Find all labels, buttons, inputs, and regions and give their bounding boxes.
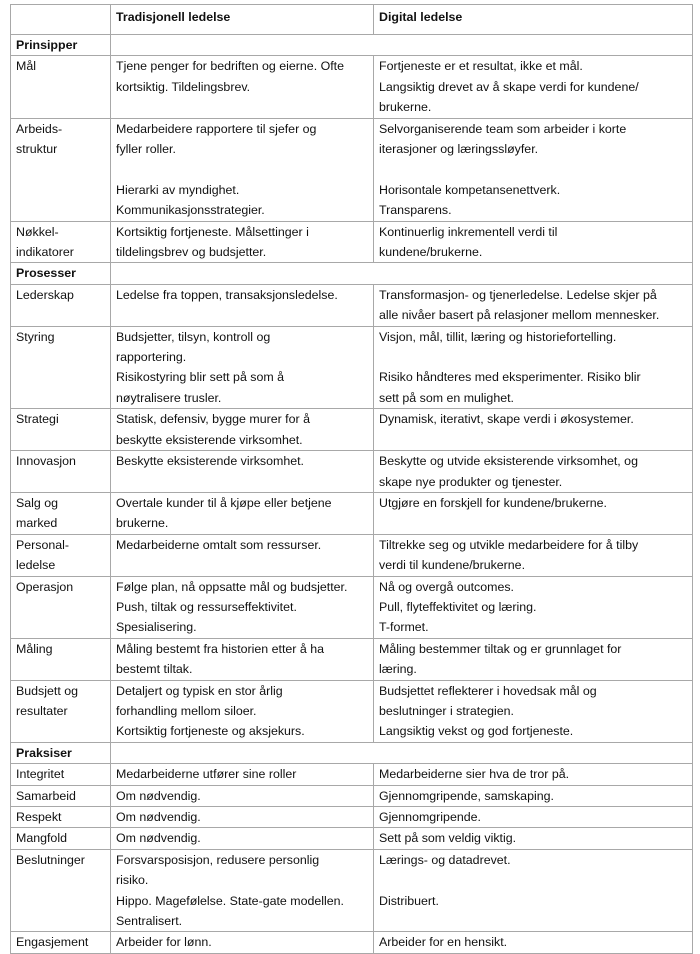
section-empty-cell — [111, 35, 693, 56]
table-row — [11, 932, 693, 953]
section-row — [11, 263, 693, 284]
section-row — [11, 35, 693, 56]
cell-line: Måling bestemmer tiltak og er grunnlaget for — [379, 641, 622, 656]
traditional-cell — [111, 118, 374, 221]
table-body — [11, 35, 693, 954]
cell-line: Nå og overgå outcomes. — [379, 579, 514, 594]
table-row — [11, 764, 693, 785]
table-row — [11, 284, 693, 326]
cell-line: rapportering. — [116, 350, 187, 365]
cell-line: Salg og — [16, 495, 59, 510]
row-label — [11, 56, 111, 118]
cell-line: Distribuert. — [379, 893, 439, 908]
cell-line: Spesialisering. — [116, 620, 197, 635]
cell-line: Medarbeiderne omtalt som ressurser. — [116, 537, 322, 552]
cell-line: Kortsiktig fortjeneste. Målsettinger i — [116, 224, 309, 239]
header-blank-cell — [11, 5, 111, 35]
cell-line: risiko. — [116, 873, 149, 888]
cell-line: beskytte eksisterende virksomhet. — [116, 432, 303, 447]
cell-line — [379, 347, 687, 367]
cell-line: beslutninger i strategien. — [379, 703, 515, 718]
cell-line: Om nødvendig. — [116, 831, 201, 846]
cell-line: skape nye produkter og tjenester. — [379, 474, 563, 489]
cell-line: Risiko håndteres med eksperimenter. Risiko blir — [379, 370, 641, 385]
cell-line: nøytralisere trusler. — [116, 390, 222, 405]
cell-line: Statisk, defensiv, bygge murer for å — [116, 412, 310, 427]
digital-cell — [374, 785, 693, 806]
cell-line: Beskytte eksisterende virksomhet. — [116, 454, 305, 469]
cell-line: Medarbeidere rapportere til sjefer og — [116, 121, 317, 136]
header-digital: Digital ledelse — [374, 5, 693, 35]
row-label — [11, 785, 111, 806]
digital-cell — [374, 451, 693, 493]
cell-line: kundene/brukerne. — [379, 245, 483, 260]
cell-line: Push, tiltak og ressurseffektivitet. — [116, 599, 297, 614]
table-row — [11, 56, 693, 118]
section-title: Prosesser — [11, 263, 111, 284]
traditional-cell — [111, 326, 374, 409]
table-row — [11, 807, 693, 828]
cell-line: alle nivåer basert på relasjoner mellom mennesker. — [379, 308, 660, 323]
cell-line: Måling bestemt fra historien etter å ha — [116, 641, 324, 656]
cell-line: Lærings- og datadrevet. — [379, 852, 511, 867]
cell-line: Pull, flyteffektivitet og læring. — [379, 599, 537, 614]
cell-line: verdi til kundene/brukerne. — [379, 558, 526, 573]
traditional-cell — [111, 221, 374, 263]
digital-cell — [374, 409, 693, 451]
cell-line: Visjon, mål, tillit, læring og historiefortelling. — [379, 329, 617, 344]
row-label — [11, 849, 111, 932]
row-label — [11, 118, 111, 221]
row-label — [11, 828, 111, 849]
row-label — [11, 221, 111, 263]
cell-line: Overtale kunder til å kjøpe eller betjene — [116, 495, 332, 510]
cell-line: Tjene penger for bedriften og eierne. Ofte — [116, 59, 344, 74]
cell-line: Følge plan, nå oppsatte mål og budsjetter. — [116, 579, 348, 594]
digital-cell — [374, 284, 693, 326]
cell-line: Mangfold — [16, 831, 67, 846]
cell-line: Lederskap — [16, 287, 74, 302]
cell-line: forhandling mellom siloer. — [116, 703, 257, 718]
cell-line: Transformasjon- og tjenerledelse. Ledelse skjer på — [379, 287, 657, 302]
cell-line: Om nødvendig. — [116, 788, 201, 803]
section-empty-cell — [111, 263, 693, 284]
cell-line: Engasjement — [16, 935, 89, 950]
cell-line: tildelingsbrev og budsjetter. — [116, 245, 267, 260]
table-row — [11, 680, 693, 742]
section-empty-cell — [111, 742, 693, 763]
traditional-cell — [111, 932, 374, 953]
digital-cell — [374, 807, 693, 828]
cell-line: Mål — [16, 59, 36, 74]
row-label — [11, 409, 111, 451]
cell-line: Operasjon — [16, 579, 74, 594]
cell-line: Sett på som veldig viktig. — [379, 831, 517, 846]
cell-line: Langsiktig vekst og god fortjeneste. — [379, 724, 574, 739]
digital-cell — [374, 849, 693, 932]
cell-line: Kortsiktig fortjeneste og aksjekurs. — [116, 724, 305, 739]
row-label — [11, 492, 111, 534]
cell-line: Arbeids- — [16, 121, 63, 136]
cell-line: sett på som en mulighet. — [379, 390, 514, 405]
cell-line: Medarbeiderne sier hva de tror på. — [379, 767, 570, 782]
cell-line: Respekt — [16, 810, 62, 825]
traditional-cell — [111, 576, 374, 638]
cell-line: Dynamisk, iterativt, skape verdi i økosystemer. — [379, 412, 634, 427]
digital-cell — [374, 764, 693, 785]
digital-cell — [374, 828, 693, 849]
cell-line: Styring — [16, 329, 55, 344]
traditional-cell — [111, 534, 374, 576]
cell-line: bestemt tiltak. — [116, 662, 193, 677]
cell-line: Arbeider for en hensikt. — [379, 935, 508, 950]
cell-line: Beskytte og utvide eksisterende virksomhet, og — [379, 454, 638, 469]
section-title: Prinsipper — [11, 35, 111, 56]
traditional-cell — [111, 638, 374, 680]
cell-line: Samarbeid — [16, 788, 76, 803]
header-row — [11, 5, 693, 35]
digital-cell — [374, 680, 693, 742]
cell-line: Integritet — [16, 767, 65, 782]
digital-cell — [374, 638, 693, 680]
row-label — [11, 807, 111, 828]
cell-line: ledelse — [16, 558, 56, 573]
table-row — [11, 849, 693, 932]
cell-line: Beslutninger — [16, 852, 85, 867]
cell-line: marked — [16, 516, 58, 531]
digital-cell — [374, 326, 693, 409]
digital-cell — [374, 221, 693, 263]
cell-line: kortsiktig. Tildelingsbrev. — [116, 79, 251, 94]
table-row — [11, 638, 693, 680]
table-row — [11, 785, 693, 806]
table-row — [11, 534, 693, 576]
cell-line: Budsjetter, tilsyn, kontroll og — [116, 329, 271, 344]
cell-line: brukerne. — [379, 100, 432, 115]
digital-cell — [374, 56, 693, 118]
cell-line: Sentralisert. — [116, 914, 183, 929]
cell-line: Gjennomgripende, samskaping. — [379, 788, 554, 803]
row-label — [11, 451, 111, 493]
cell-line: Strategi — [16, 412, 59, 427]
traditional-cell — [111, 764, 374, 785]
cell-line: Budsjett og — [16, 683, 78, 698]
row-label — [11, 764, 111, 785]
cell-line: Transparens. — [379, 203, 452, 218]
cell-line: Arbeider for lønn. — [116, 935, 212, 950]
traditional-cell — [111, 680, 374, 742]
table-row — [11, 492, 693, 534]
cell-line: Hippo. Magefølelse. State-gate modellen. — [116, 893, 344, 908]
cell-line: læring. — [379, 662, 417, 677]
cell-line: Forsvarsposisjon, redusere personlig — [116, 852, 320, 867]
section-row — [11, 742, 693, 763]
digital-cell — [374, 492, 693, 534]
row-label — [11, 638, 111, 680]
traditional-cell — [111, 409, 374, 451]
traditional-cell — [111, 492, 374, 534]
digital-cell — [374, 932, 693, 953]
cell-line: Risikostyring blir sett på som å — [116, 370, 285, 385]
cell-line: resultater — [16, 703, 68, 718]
table-row — [11, 118, 693, 221]
traditional-cell — [111, 56, 374, 118]
traditional-cell — [111, 849, 374, 932]
section-title: Praksiser — [11, 742, 111, 763]
cell-line: Nøkkel- — [16, 224, 59, 239]
header-traditional: Tradisjonell ledelse — [111, 5, 374, 35]
cell-line: struktur — [16, 142, 58, 157]
row-label — [11, 534, 111, 576]
traditional-cell — [111, 807, 374, 828]
cell-line: Fortjeneste er et resultat, ikke et mål. — [379, 59, 583, 74]
table-row — [11, 221, 693, 263]
cell-line: Ledelse fra toppen, transaksjonsledelse. — [116, 287, 338, 302]
table-row — [11, 326, 693, 409]
table-row — [11, 409, 693, 451]
cell-line: Tiltrekke seg og utvikle medarbeidere for å tilby — [379, 537, 639, 552]
cell-line: brukerne. — [116, 516, 169, 531]
digital-cell — [374, 118, 693, 221]
cell-line: Detaljert og typisk en stor årlig — [116, 683, 283, 698]
cell-line: Medarbeiderne utfører sine roller — [116, 767, 297, 782]
cell-line: Selvorganiserende team som arbeider i korte — [379, 121, 627, 136]
cell-line: Kontinuerlig inkrementell verdi til — [379, 224, 558, 239]
row-label — [11, 284, 111, 326]
cell-line: T-formet. — [379, 620, 429, 635]
traditional-cell — [111, 828, 374, 849]
cell-line: Innovasjon — [16, 454, 76, 469]
table-row — [11, 576, 693, 638]
leadership-comparison-table — [10, 4, 693, 954]
cell-line: Langsiktig drevet av å skape verdi for kundene/ — [379, 79, 639, 94]
row-label — [11, 932, 111, 953]
digital-cell — [374, 534, 693, 576]
traditional-cell — [111, 284, 374, 326]
row-label — [11, 326, 111, 409]
table-row — [11, 828, 693, 849]
cell-line: Måling — [16, 641, 53, 656]
row-label — [11, 680, 111, 742]
cell-line: Personal- — [16, 537, 70, 552]
digital-cell — [374, 576, 693, 638]
cell-line: Hierarki av myndighet. — [116, 182, 240, 197]
row-label — [11, 576, 111, 638]
cell-line: Gjennomgripende. — [379, 810, 481, 825]
cell-line: Horisontale kompetansenettverk. — [379, 182, 561, 197]
traditional-cell — [111, 451, 374, 493]
cell-line: Om nødvendig. — [116, 810, 201, 825]
cell-line — [379, 159, 687, 179]
table-row — [11, 451, 693, 493]
cell-line — [116, 159, 368, 179]
cell-line: indikatorer — [16, 245, 74, 260]
cell-line: Utgjøre en forskjell for kundene/brukerne. — [379, 495, 607, 510]
cell-line — [379, 870, 687, 890]
traditional-cell — [111, 785, 374, 806]
cell-line: iterasjoner og læringssløyfer. — [379, 142, 539, 157]
cell-line: Kommunikasjonsstrategier. — [116, 203, 265, 218]
cell-line: Budsjettet reflekterer i hovedsak mål og — [379, 683, 597, 698]
cell-line: fyller roller. — [116, 142, 176, 157]
